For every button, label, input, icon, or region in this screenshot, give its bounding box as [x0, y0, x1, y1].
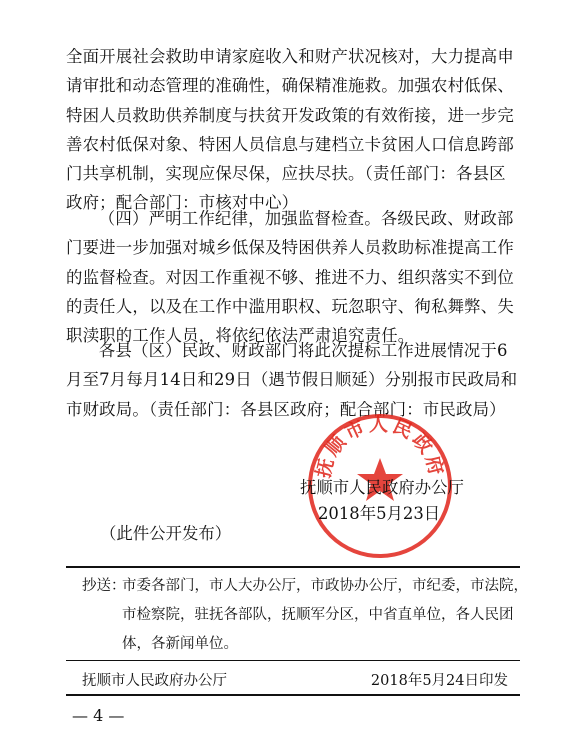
body-paragraph-2: （四）严明工作纪律，加强监督检查。各级民政、财政部门要进一步加强对城乡低保及特困供养人员救助标准提高工作的监督检查。对因工作重视不够、推进不力、组织落实不到位的责任人，以及在工作中滥用职权、玩忽职守、徇私舞弊、失职渎职的工作人员，将依纪依法严肃追究责任。 [66, 209, 514, 346]
footer-issuer: 抚顺市人民政府办公厅 [82, 673, 227, 689]
cc-label: 抄送： [82, 578, 126, 594]
seal-text: 抚顺市人民政府 [312, 413, 448, 481]
signature-date: 2018年5月23日 [318, 504, 441, 523]
page-number: — 4 — [72, 706, 125, 725]
signature-org: 抚顺市人民政府办公厅 [300, 478, 464, 497]
divider-bottom [66, 694, 520, 696]
publication-note: （此件公开发布） [100, 524, 232, 543]
body-paragraph-3: 各县（区）民政、财政部门将此次提标工作进展情况于6月至7月每月14日和29日（遇节假日顺延）分别报市民政局和市财政局。（责任部门：各县区政府；配合部门：市民政局） [66, 341, 518, 419]
footer-print-date: 2018年5月24日印发 [370, 673, 508, 689]
divider-top [66, 566, 520, 568]
body-paragraph-1: 全面开展社会救助申请家庭收入和财产状况核对，大力提高申请审批和动态管理的准确性，确保精准施救。加强农村低保、特困人员救助供养制度与扶贫开发政策的有效衔接，进一步完善农村低保对象、特困人员信息与建档立卡贫困人口信息跨部门共享机制，实现应保尽保，应扶尽扶。（责任部门：各县区政府；配合部门：市核对中心） [66, 47, 514, 213]
cc-line-1: 市委各部门，市人大办公厅，市政协办公厅，市纪委，市法院， [122, 578, 528, 594]
divider-middle [66, 660, 520, 661]
cc-line-2: 市检察院，驻抚各部队，抚顺军分区，中省直单位，各人民团 [122, 607, 514, 623]
cc-line-3: 体，各新闻单位。 [122, 636, 238, 652]
